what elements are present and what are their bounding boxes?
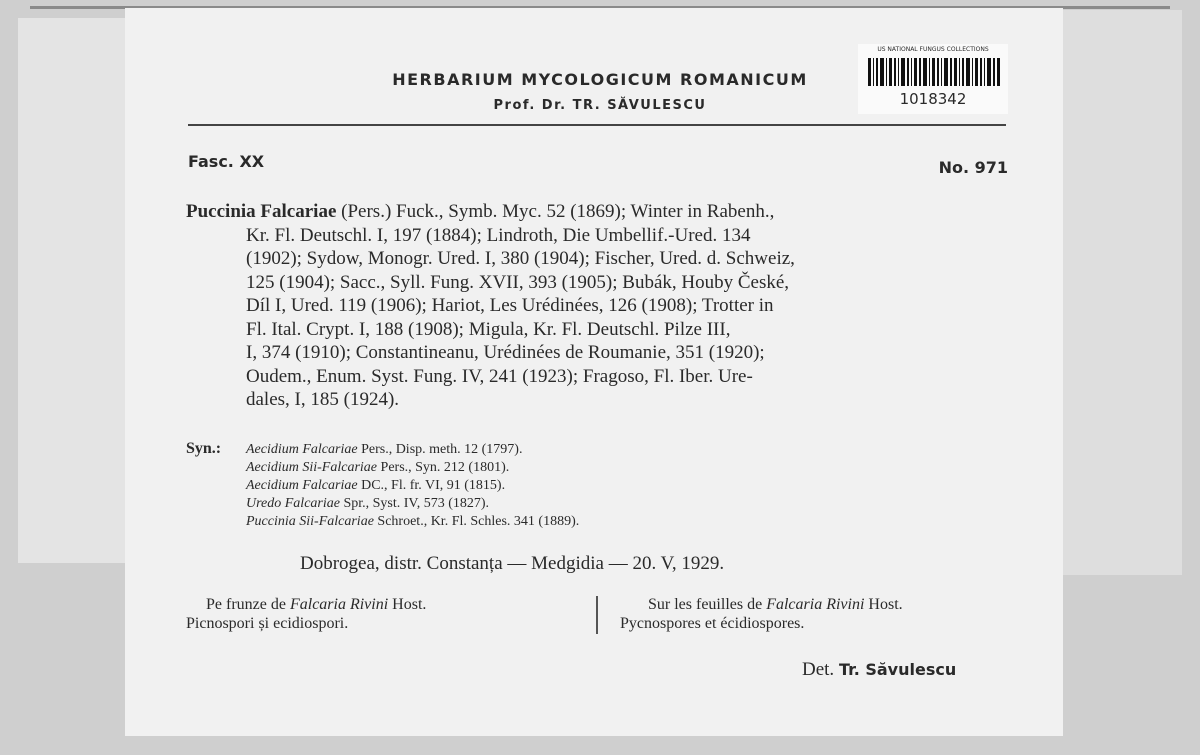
column-divider	[596, 596, 598, 634]
host-text: Pe frunze de	[206, 596, 290, 613]
citation-line: Oudem., Enum. Syst. Fung. IV, 241 (1923); Fragoso, Fl. Iber. Ure-	[246, 365, 753, 387]
citation-line: Díl I, Ured. 119 (1906); Hariot, Les Urédinées, 126 (1908); Trotter in	[246, 295, 774, 316]
synonym-name: Aecidium Sii-Falcariae	[246, 460, 378, 475]
citation-line: Kr. Fl. Deutschl. I, 197 (1884); Lindroth, Die Umbellif.-Ured. 134	[246, 224, 751, 246]
barcode-label	[858, 44, 1008, 114]
determiner-name: Tr. Săvulescu	[838, 660, 957, 679]
specimen-number: No. 971	[938, 158, 1008, 177]
locality: Dobrogea, distr. Constanța — Medgidia — 20. V, 1929.	[300, 553, 725, 574]
spore-line: Pycnospores et écidiospores.	[620, 615, 805, 632]
header-subtitle: Prof. Dr. TR. SĂVULESCU	[493, 98, 707, 113]
barcode-institution: US NATIONAL FUNGUS COLLECTIONS	[877, 46, 989, 53]
citation-line: 125 (1904); Sacc., Syll. Fung. XVII, 393 (1905); Bubák, Houby České,	[246, 271, 790, 293]
citation-paragraph	[186, 200, 1010, 412]
synonym-ref: DC., Fl. fr. VI, 91 (1815).	[357, 478, 506, 493]
host-plant: Falcaria Rivini	[289, 596, 389, 613]
synonym-item	[246, 513, 1006, 531]
species-name: Puccinia Falcariae	[186, 201, 337, 222]
host-text: Host.	[864, 596, 903, 613]
host-plant: Falcaria Rivini	[766, 596, 865, 613]
citation-line: I, 374 (1910); Constantineanu, Urédinées de Roumanie, 351 (1920);	[246, 342, 765, 363]
synonym-item	[246, 495, 1006, 513]
citation-text: (Pers.) Fuck., Symb. Myc. 52 (1869); Winter in Rabenh.,	[336, 201, 775, 222]
host-text: Host.	[388, 596, 427, 613]
header-rule	[188, 124, 1006, 126]
spore-line: Picnospori și ecidiospori.	[186, 615, 349, 632]
synonym-ref: Spr., Syst. IV, 573 (1827).	[339, 496, 490, 511]
determiner-label: Det.	[802, 659, 839, 680]
synonym-ref: Pers., Syn. 212 (1801).	[377, 460, 510, 475]
synonym-ref: Schroet., Kr. Fl. Schles. 341 (1889).	[373, 514, 580, 529]
synonym-name: Puccinia Sii-Falcariae	[246, 514, 374, 529]
host-french	[620, 595, 1020, 633]
barcode-icon	[868, 58, 1000, 86]
fascicle: Fasc. XX	[188, 152, 265, 171]
citation-line	[186, 200, 1010, 224]
synonym-item	[246, 441, 1006, 459]
synonym-ref: Pers., Disp. meth. 12 (1797).	[357, 442, 523, 457]
synonyms-label: Syn.:	[186, 440, 222, 457]
determiner	[802, 659, 956, 681]
synonym-name: Aecidium Falcariae	[246, 478, 358, 493]
barcode-number: 1018342	[899, 90, 967, 108]
header-title: HERBARIUM MYCOLOGICUM ROMANICUM	[392, 70, 808, 89]
synonym-name: Aecidium Falcariae	[246, 442, 358, 457]
synonym-name: Uredo Falcariae	[246, 496, 340, 511]
host-line	[186, 595, 576, 614]
host-text: Sur les feuilles de	[648, 596, 767, 613]
citation-line: Fl. Ital. Crypt. I, 188 (1908); Migula, Kr. Fl. Deutschl. Pilze III,	[246, 318, 731, 340]
citation-line: dales, I, 185 (1924).	[246, 389, 400, 410]
synonym-item	[246, 477, 1006, 495]
synonyms-list	[246, 441, 1006, 531]
synonym-item	[246, 459, 1006, 477]
mounting-sheet-edge	[1060, 10, 1182, 575]
citation-line: (1902); Sydow, Monogr. Ured. I, 380 (1904); Fischer, Ured. d. Schweiz,	[246, 248, 795, 269]
host-romanian	[186, 595, 576, 633]
host-line	[620, 595, 1020, 614]
